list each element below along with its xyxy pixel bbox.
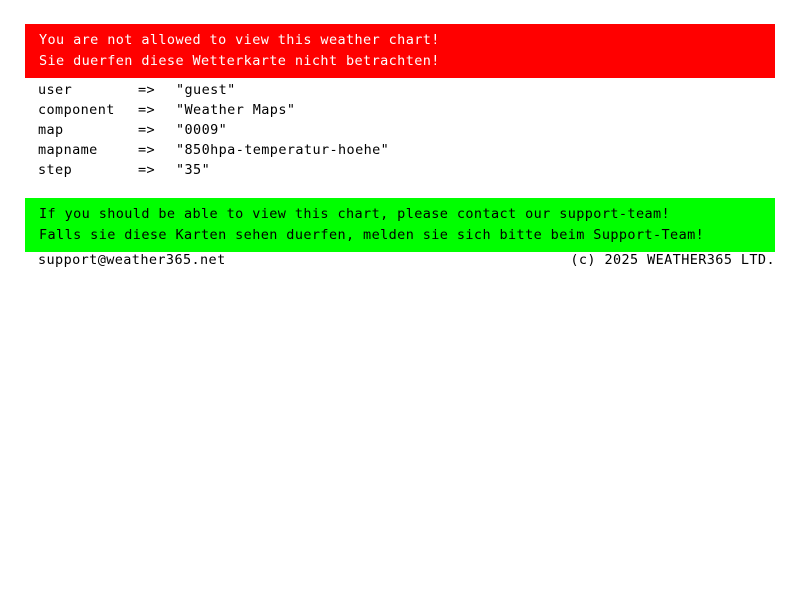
parameter-key: step — [38, 162, 73, 178]
parameter-value: "0009" — [176, 122, 228, 138]
parameter-arrow: => — [138, 142, 156, 158]
parameter-arrow: => — [138, 122, 156, 138]
info-banner — [25, 198, 775, 252]
error-banner-line-de: Sie duerfen diese Wetterkarte nicht betrachten! — [39, 53, 440, 69]
parameter-key: map — [38, 122, 64, 138]
parameter-arrow: => — [138, 82, 156, 98]
parameter-value: "guest" — [176, 82, 236, 98]
parameter-arrow: => — [138, 102, 156, 118]
parameter-key: mapname — [38, 142, 98, 158]
parameter-row-component — [38, 100, 389, 120]
parameter-row-user — [38, 80, 389, 100]
support-email-link[interactable]: support@weather365.net — [38, 252, 226, 268]
parameter-row-mapname — [38, 140, 389, 160]
parameter-row-step — [38, 160, 389, 180]
info-banner-line-en: If you should be able to view this chart, please contact our support-team! — [39, 206, 671, 222]
error-banner-line-en: You are not allowed to view this weather chart! — [39, 32, 440, 48]
parameter-arrow: => — [138, 162, 156, 178]
error-banner — [25, 24, 775, 78]
parameter-list — [38, 80, 389, 180]
parameter-value: "Weather Maps" — [176, 102, 296, 118]
copyright-text: (c) 2025 WEATHER365 LTD. — [570, 252, 775, 268]
info-banner-line-de: Falls sie diese Karten sehen duerfen, melden sie sich bitte beim Support-Team! — [39, 227, 705, 243]
parameter-value: "35" — [176, 162, 211, 178]
parameter-row-map — [38, 120, 389, 140]
parameter-key: component — [38, 102, 115, 118]
parameter-key: user — [38, 82, 73, 98]
footer — [38, 250, 775, 270]
parameter-value: "850hpa-temperatur-hoehe" — [176, 142, 390, 158]
